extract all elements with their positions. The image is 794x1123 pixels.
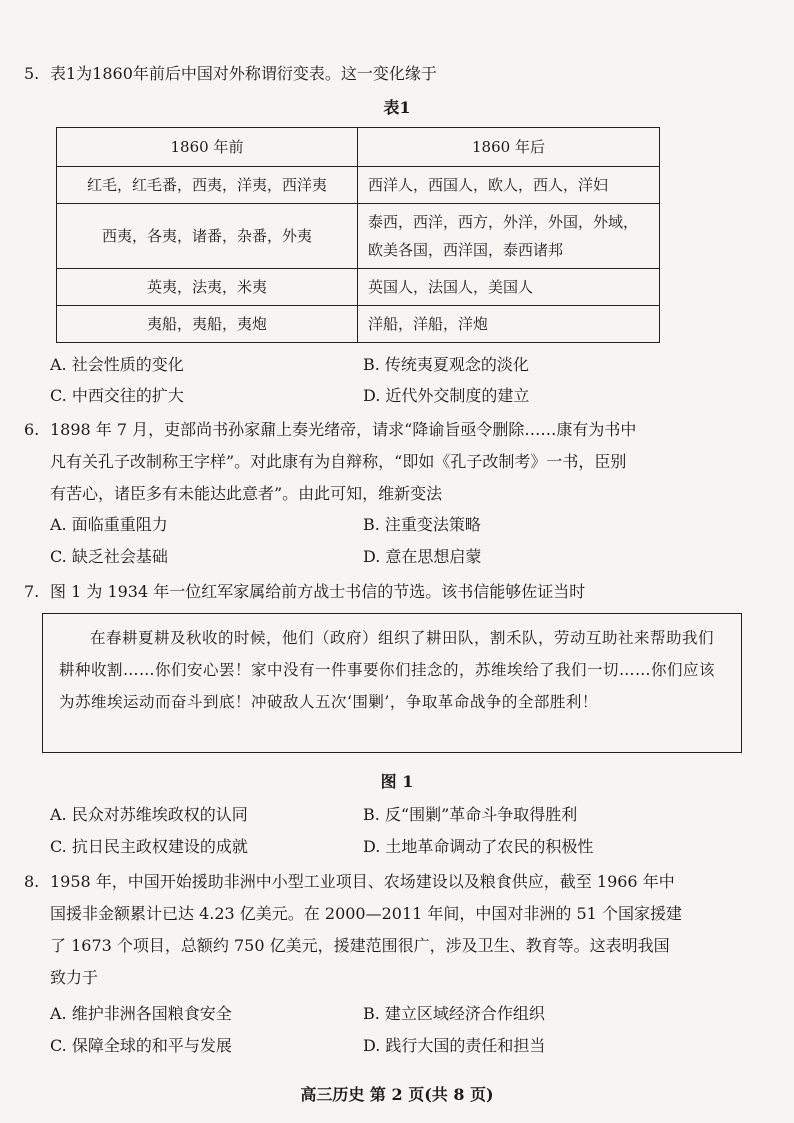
option-d[interactable]: D. 土地革命调动了农民的积极性 bbox=[363, 837, 594, 856]
question-5-stem bbox=[24, 58, 764, 90]
table-cell: 红毛，红毛番，西夷，洋夷，西洋夷 bbox=[57, 167, 358, 204]
question-text: 表1为1860年前后中国对外称谓衍变表。这一变化缘于 bbox=[50, 64, 437, 83]
question-text-line: 国援非金额累计已达 4.23 亿美元。在 2000—2011 年间，中国对非洲的 51 个国家援建 bbox=[50, 904, 682, 923]
options-row bbox=[50, 999, 750, 1029]
question-text-line: 了 1673 个项目，总额约 750 亿美元，援建范围很广，涉及卫生、教育等。这表明我国 bbox=[50, 936, 670, 955]
question-6-stem bbox=[24, 414, 764, 510]
table-row bbox=[57, 306, 660, 343]
column-header-before: 1860 年前 bbox=[57, 128, 358, 167]
question-7-stem bbox=[24, 576, 764, 608]
table-row bbox=[57, 269, 660, 306]
option-a[interactable]: A. 社会性质的变化 bbox=[50, 355, 184, 374]
question-number: 5. bbox=[24, 64, 40, 83]
figure-caption: 图 1 bbox=[380, 772, 414, 791]
table-header-row bbox=[57, 128, 660, 167]
option-c[interactable]: C. 缺乏社会基础 bbox=[50, 547, 168, 566]
question-text-line: 1958 年，中国开始援助非洲中小型工业项目、农场建设以及粮食供应，截至 1966 年中 bbox=[50, 872, 675, 891]
options-row bbox=[50, 542, 750, 572]
option-d[interactable]: D. 践行大国的责任和担当 bbox=[363, 1036, 546, 1055]
table-row bbox=[57, 167, 660, 204]
question-8-stem bbox=[24, 866, 764, 994]
table-cell: 夷船，夷船，夷炮 bbox=[57, 306, 358, 343]
question-text-line: 凡有关孔子改制称王字样”。对此康有为自辩称，“即如《孔子改制考》一书，臣别 bbox=[50, 452, 627, 471]
option-b[interactable]: B. 反“围剿”革命斗争取得胜利 bbox=[363, 805, 578, 824]
table-cell: 西洋人，西国人，欧人，西人，洋妇 bbox=[358, 167, 660, 204]
option-a[interactable]: A. 面临重重阻力 bbox=[50, 515, 168, 534]
table-cell: 西夷，各夷，诸番，杂番，外夷 bbox=[57, 204, 358, 269]
options-row bbox=[50, 832, 750, 862]
letter-excerpt-box bbox=[42, 613, 742, 753]
question-number: 7. bbox=[24, 582, 40, 601]
option-c[interactable]: C. 保障全球的和平与发展 bbox=[50, 1036, 232, 1055]
options-row bbox=[50, 1031, 750, 1061]
column-header-after: 1860 年后 bbox=[358, 128, 660, 167]
option-b[interactable]: B. 注重变法策略 bbox=[363, 515, 481, 534]
table-cell: 洋船，洋船，洋炮 bbox=[358, 306, 660, 343]
table-cell: 英国人，法国人，美国人 bbox=[358, 269, 660, 306]
question-text: 图 1 为 1934 年一位红军家属给前方战士书信的节选。该书信能够佐证当时 bbox=[50, 582, 586, 601]
option-c[interactable]: C. 中西交往的扩大 bbox=[50, 386, 184, 405]
page-footer: 高三历史 第 2 页(共 8 页) bbox=[300, 1085, 494, 1104]
table-cell: 泰西，西洋，西方，外洋，外国，外域，欧美各国，西洋国，泰西诸邦 bbox=[358, 204, 660, 269]
option-a[interactable]: A. 维护非洲各国粮食安全 bbox=[50, 1004, 232, 1023]
option-c[interactable]: C. 抗日民主政权建设的成就 bbox=[50, 837, 248, 856]
letter-text: 在春耕夏耕及秋收的时候，他们（政府）组织了耕田队，割禾队，劳动互助社来帮助我们耕种收割……你们安心罢！家中没有一件事要你们挂念的，苏维埃给了我们一切……你们应该为苏维埃运动而奋斗到底！冲破敌人五次‘围剿’，争取革命战争的全部胜利！ bbox=[59, 629, 716, 711]
question-text-line: 有苦心，诸臣多有未能达此意者”。由此可知，维新变法 bbox=[50, 484, 443, 503]
question-number: 6. bbox=[24, 420, 40, 439]
options-row bbox=[50, 381, 750, 411]
table-caption: 表1 bbox=[383, 98, 411, 117]
question-text-line: 1898 年 7 月，吏部尚书孙家鼐上奏光绪帝，请求“降谕旨亟令删除……康有为书中 bbox=[50, 420, 637, 439]
options-row bbox=[50, 350, 750, 380]
options-row bbox=[50, 510, 750, 540]
option-b[interactable]: B. 传统夷夏观念的淡化 bbox=[363, 355, 529, 374]
option-d[interactable]: D. 意在思想启蒙 bbox=[363, 547, 482, 566]
table-row bbox=[57, 204, 660, 269]
option-a[interactable]: A. 民众对苏维埃政权的认同 bbox=[50, 805, 248, 824]
option-b[interactable]: B. 建立区域经济合作组织 bbox=[363, 1004, 545, 1023]
table-cell: 英夷，法夷，米夷 bbox=[57, 269, 358, 306]
options-row bbox=[50, 800, 750, 830]
question-text-line: 致力于 bbox=[50, 968, 99, 987]
appellation-table bbox=[56, 127, 660, 343]
question-number: 8. bbox=[24, 872, 40, 891]
option-d[interactable]: D. 近代外交制度的建立 bbox=[363, 386, 530, 405]
